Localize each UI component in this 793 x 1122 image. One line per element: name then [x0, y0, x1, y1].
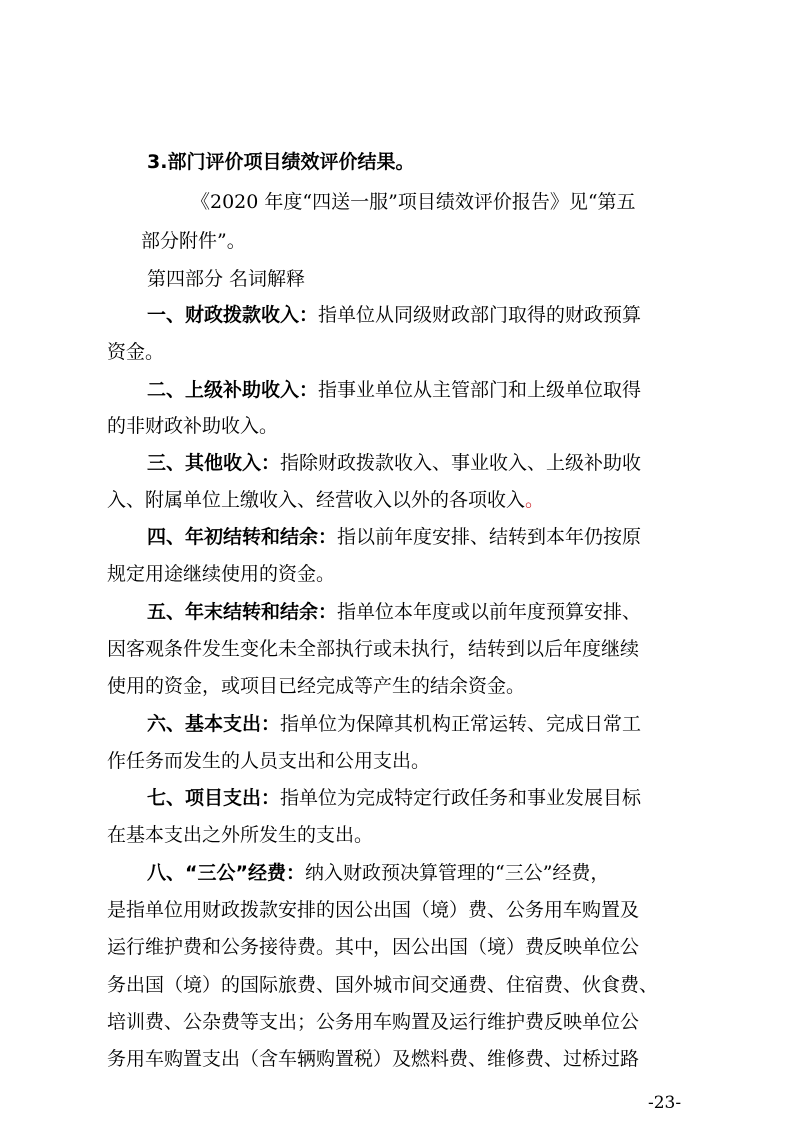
term-text: 指单位为保障其机构正常运转、完成日常工 — [280, 713, 642, 735]
term-item — [147, 597, 641, 627]
term-text-cont: 务出国（境）的国际旅费、国外城市间交通费、住宿费、伙食费、 — [107, 974, 659, 996]
term-item — [147, 375, 641, 405]
term-item — [147, 858, 609, 888]
term-label: 四、年初结转和结余： — [147, 526, 338, 548]
term-text-cont: 运行维护费和公务接待费。其中，因公出国（境）费反映单位公 — [107, 936, 640, 958]
term-label: 八、“三公”经费： — [147, 862, 305, 884]
term-label: 一、财政拨款收入： — [147, 304, 319, 326]
term-text-cont: 务用车购置支出（含车辆购置税）及燃料费、维修费、过桥过路 — [107, 1048, 640, 1070]
red-period-mark: 。 — [525, 489, 545, 511]
term-item — [147, 709, 641, 739]
part-title: 第四部分 名词解释 — [147, 268, 306, 290]
term-label: 六、基本支出： — [147, 713, 281, 735]
section-heading: 3.部门评价项目绩效评价结果。 — [147, 151, 415, 173]
term-item — [147, 448, 641, 478]
term-text-cont — [107, 485, 544, 515]
term-text-cont: 是指单位用财政拨款安排的因公出国（境）费、公务用车购置及 — [107, 899, 640, 921]
term-text-part: 入、附属单位上缴收入、经营收入以外的各项收入 — [107, 489, 526, 511]
term-label: 二、上级补助收入： — [147, 379, 319, 401]
term-text: 纳入财政预决算管理的“三公”经费， — [304, 862, 610, 884]
term-text-cont: 的非财政补助收入。 — [107, 415, 279, 437]
term-item — [147, 522, 641, 552]
term-text-cont: 资金。 — [107, 341, 165, 363]
term-text-cont: 规定用途继续使用的资金。 — [107, 563, 336, 585]
term-item — [147, 783, 641, 813]
report-ref-line2: 部分附件”。 — [141, 230, 246, 252]
term-text: 指单位从同级财政部门取得的财政预算 — [318, 304, 642, 326]
term-text: 指单位为完成特定行政任务和事业发展目标 — [280, 787, 642, 809]
term-text: 指除财政拨款收入、事业收入、上级补助收 — [280, 452, 642, 474]
term-text-cont: 使用的资金，或项目已经完成等产生的结余资金。 — [107, 675, 526, 697]
term-text-cont: 在基本支出之外所发生的支出。 — [107, 824, 374, 846]
term-text: 指单位本年度或以前年度预算安排、 — [337, 601, 642, 623]
page-number: -23- — [648, 1093, 682, 1113]
term-text: 指事业单位从主管部门和上级单位取得 — [318, 379, 642, 401]
report-ref-line1: 《2020 年度“四送一服”项目绩效评价报告》见“第五 — [191, 191, 636, 213]
term-text-cont: 因客观条件发生变化未全部执行或未执行，结转到以后年度继续 — [107, 638, 640, 660]
term-item — [147, 300, 641, 330]
term-label: 三、其他收入： — [147, 452, 281, 474]
term-label: 五、年末结转和结余： — [147, 601, 338, 623]
term-text-cont: 作任务而发生的人员支出和公用支出。 — [107, 750, 431, 772]
term-text: 指以前年度安排、结转到本年仍按原 — [337, 526, 642, 548]
term-text-cont: 培训费、公杂费等支出；公务用车购置及运行维护费反映单位公 — [107, 1011, 640, 1033]
term-label: 七、项目支出： — [147, 787, 281, 809]
